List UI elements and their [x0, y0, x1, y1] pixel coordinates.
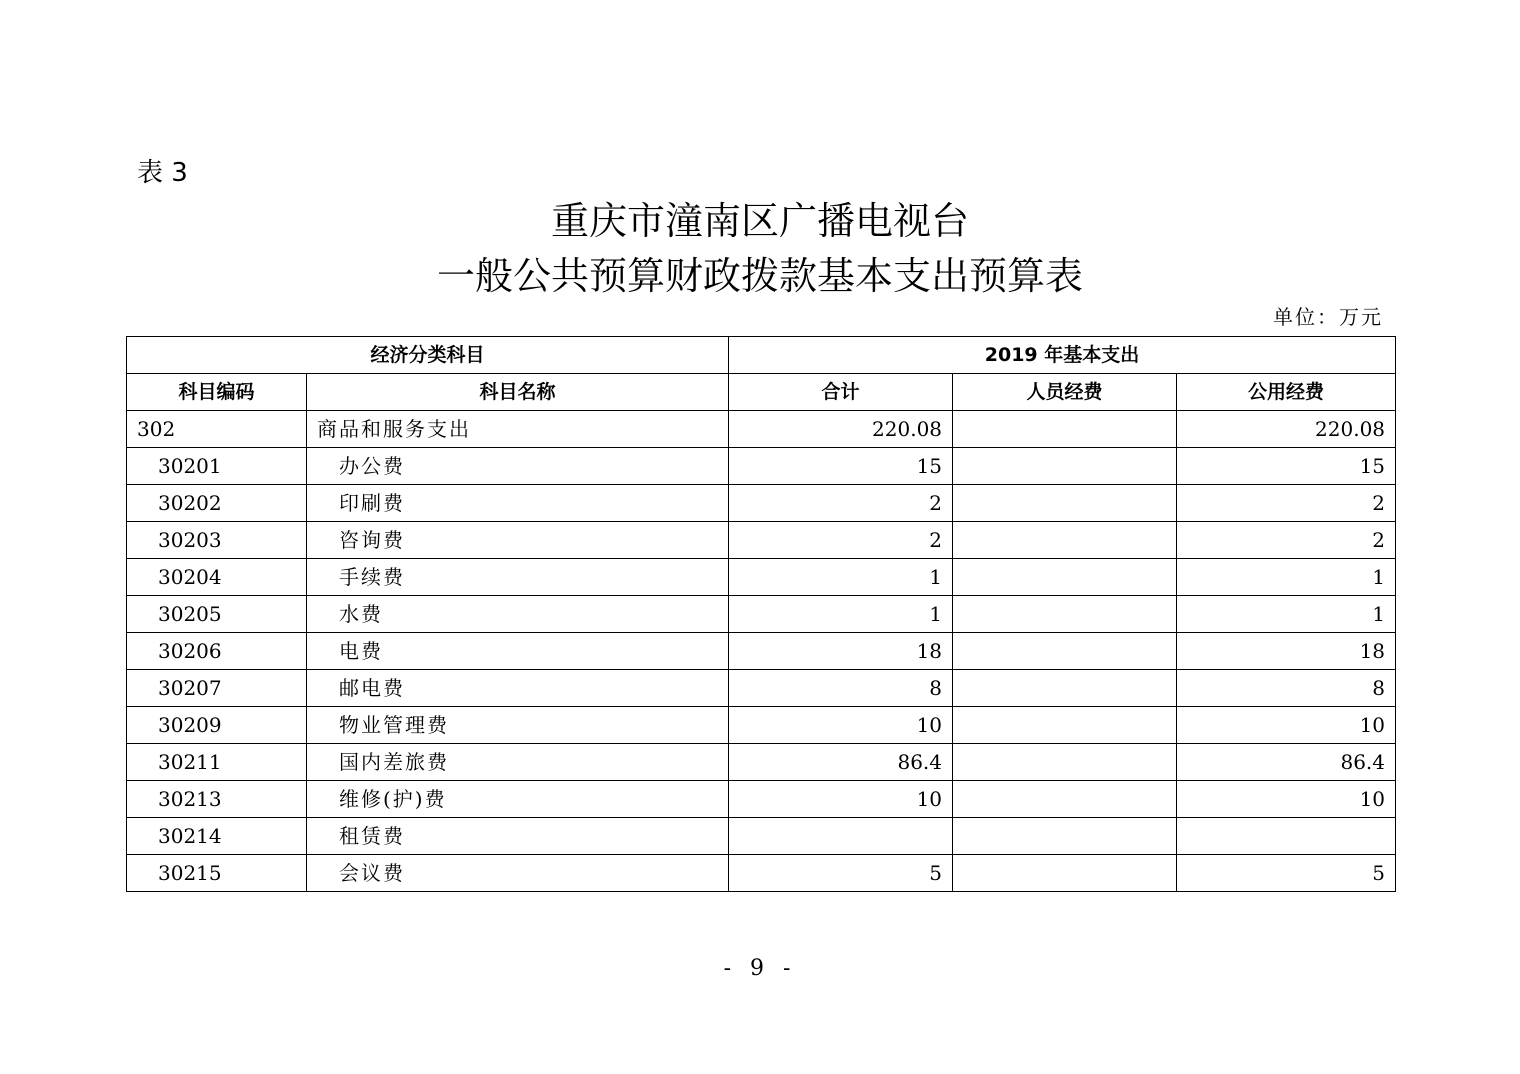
table-row: [127, 633, 1396, 670]
table-row: [127, 559, 1396, 596]
cell-name: 印刷费: [307, 485, 729, 522]
cell-public: 8: [1177, 670, 1396, 707]
cell-name: 会议费: [307, 855, 729, 892]
group-header-row: [127, 337, 1396, 374]
cell-personnel: [953, 670, 1177, 707]
cell-code: 30213: [127, 781, 307, 818]
cell-personnel: [953, 818, 1177, 855]
cell-name: 水费: [307, 596, 729, 633]
cell-public: 2: [1177, 522, 1396, 559]
cell-personnel: [953, 559, 1177, 596]
cell-personnel: [953, 411, 1177, 448]
cell-public: 86.4: [1177, 744, 1396, 781]
cell-total: 1: [729, 559, 953, 596]
table-row: [127, 707, 1396, 744]
cell-total: 1: [729, 596, 953, 633]
header-public: 公用经费: [1177, 374, 1396, 411]
cell-personnel: [953, 707, 1177, 744]
table-row: [127, 670, 1396, 707]
cell-total: 220.08: [729, 411, 953, 448]
cell-total: 5: [729, 855, 953, 892]
cell-code: 30201: [127, 448, 307, 485]
header-economic-classification: 经济分类科目: [127, 337, 729, 374]
column-header-row: [127, 374, 1396, 411]
table-row: [127, 744, 1396, 781]
header-code: 科目编码: [127, 374, 307, 411]
cell-name: 办公费: [307, 448, 729, 485]
cell-code: 302: [127, 411, 307, 448]
page-number: - 9 -: [723, 956, 797, 981]
cell-total: 2: [729, 522, 953, 559]
cell-name: 邮电费: [307, 670, 729, 707]
cell-personnel: [953, 744, 1177, 781]
cell-public: 1: [1177, 596, 1396, 633]
table-row: [127, 485, 1396, 522]
table-row: [127, 596, 1396, 633]
unit-label: 单位：万元: [1273, 305, 1383, 329]
cell-public: 10: [1177, 707, 1396, 744]
cell-name: 电费: [307, 633, 729, 670]
cell-code: 30206: [127, 633, 307, 670]
cell-name: 物业管理费: [307, 707, 729, 744]
cell-personnel: [953, 781, 1177, 818]
cell-personnel: [953, 448, 1177, 485]
cell-public: 10: [1177, 781, 1396, 818]
page-subtitle: 一般公共预算财政拨款基本支出预算表: [436, 254, 1083, 298]
cell-name: 租赁费: [307, 818, 729, 855]
cell-total: [729, 818, 953, 855]
cell-public: 5: [1177, 855, 1396, 892]
table-label: 表 3: [137, 158, 188, 188]
cell-code: 30214: [127, 818, 307, 855]
table-row: [127, 818, 1396, 855]
cell-public: 15: [1177, 448, 1396, 485]
cell-total: 18: [729, 633, 953, 670]
cell-total: 86.4: [729, 744, 953, 781]
table-row: [127, 411, 1396, 448]
header-personnel: 人员经费: [953, 374, 1177, 411]
cell-personnel: [953, 596, 1177, 633]
cell-personnel: [953, 855, 1177, 892]
cell-code: 30209: [127, 707, 307, 744]
table-row: [127, 522, 1396, 559]
cell-total: 8: [729, 670, 953, 707]
header-basic-expenditure-2019: 2019 年基本支出: [729, 337, 1396, 374]
cell-name: 咨询费: [307, 522, 729, 559]
table-row: [127, 448, 1396, 485]
table-row: [127, 855, 1396, 892]
cell-name: 国内差旅费: [307, 744, 729, 781]
header-total: 合计: [729, 374, 953, 411]
cell-name: 维修(护)费: [307, 781, 729, 818]
cell-code: 30211: [127, 744, 307, 781]
cell-total: 15: [729, 448, 953, 485]
cell-code: 30207: [127, 670, 307, 707]
cell-public: 2: [1177, 485, 1396, 522]
cell-code: 30203: [127, 522, 307, 559]
cell-name: 商品和服务支出: [307, 411, 729, 448]
cell-personnel: [953, 522, 1177, 559]
cell-code: 30204: [127, 559, 307, 596]
cell-public: 18: [1177, 633, 1396, 670]
cell-personnel: [953, 633, 1177, 670]
cell-name: 手续费: [307, 559, 729, 596]
cell-personnel: [953, 485, 1177, 522]
cell-public: 220.08: [1177, 411, 1396, 448]
header-name: 科目名称: [307, 374, 729, 411]
cell-public: 1: [1177, 559, 1396, 596]
cell-total: 10: [729, 781, 953, 818]
cell-code: 30202: [127, 485, 307, 522]
cell-total: 2: [729, 485, 953, 522]
cell-code: 30205: [127, 596, 307, 633]
page-title: 重庆市潼南区广播电视台: [550, 199, 969, 243]
table-row: [127, 781, 1396, 818]
cell-code: 30215: [127, 855, 307, 892]
cell-total: 10: [729, 707, 953, 744]
budget-table: [126, 336, 1396, 892]
cell-public: [1177, 818, 1396, 855]
